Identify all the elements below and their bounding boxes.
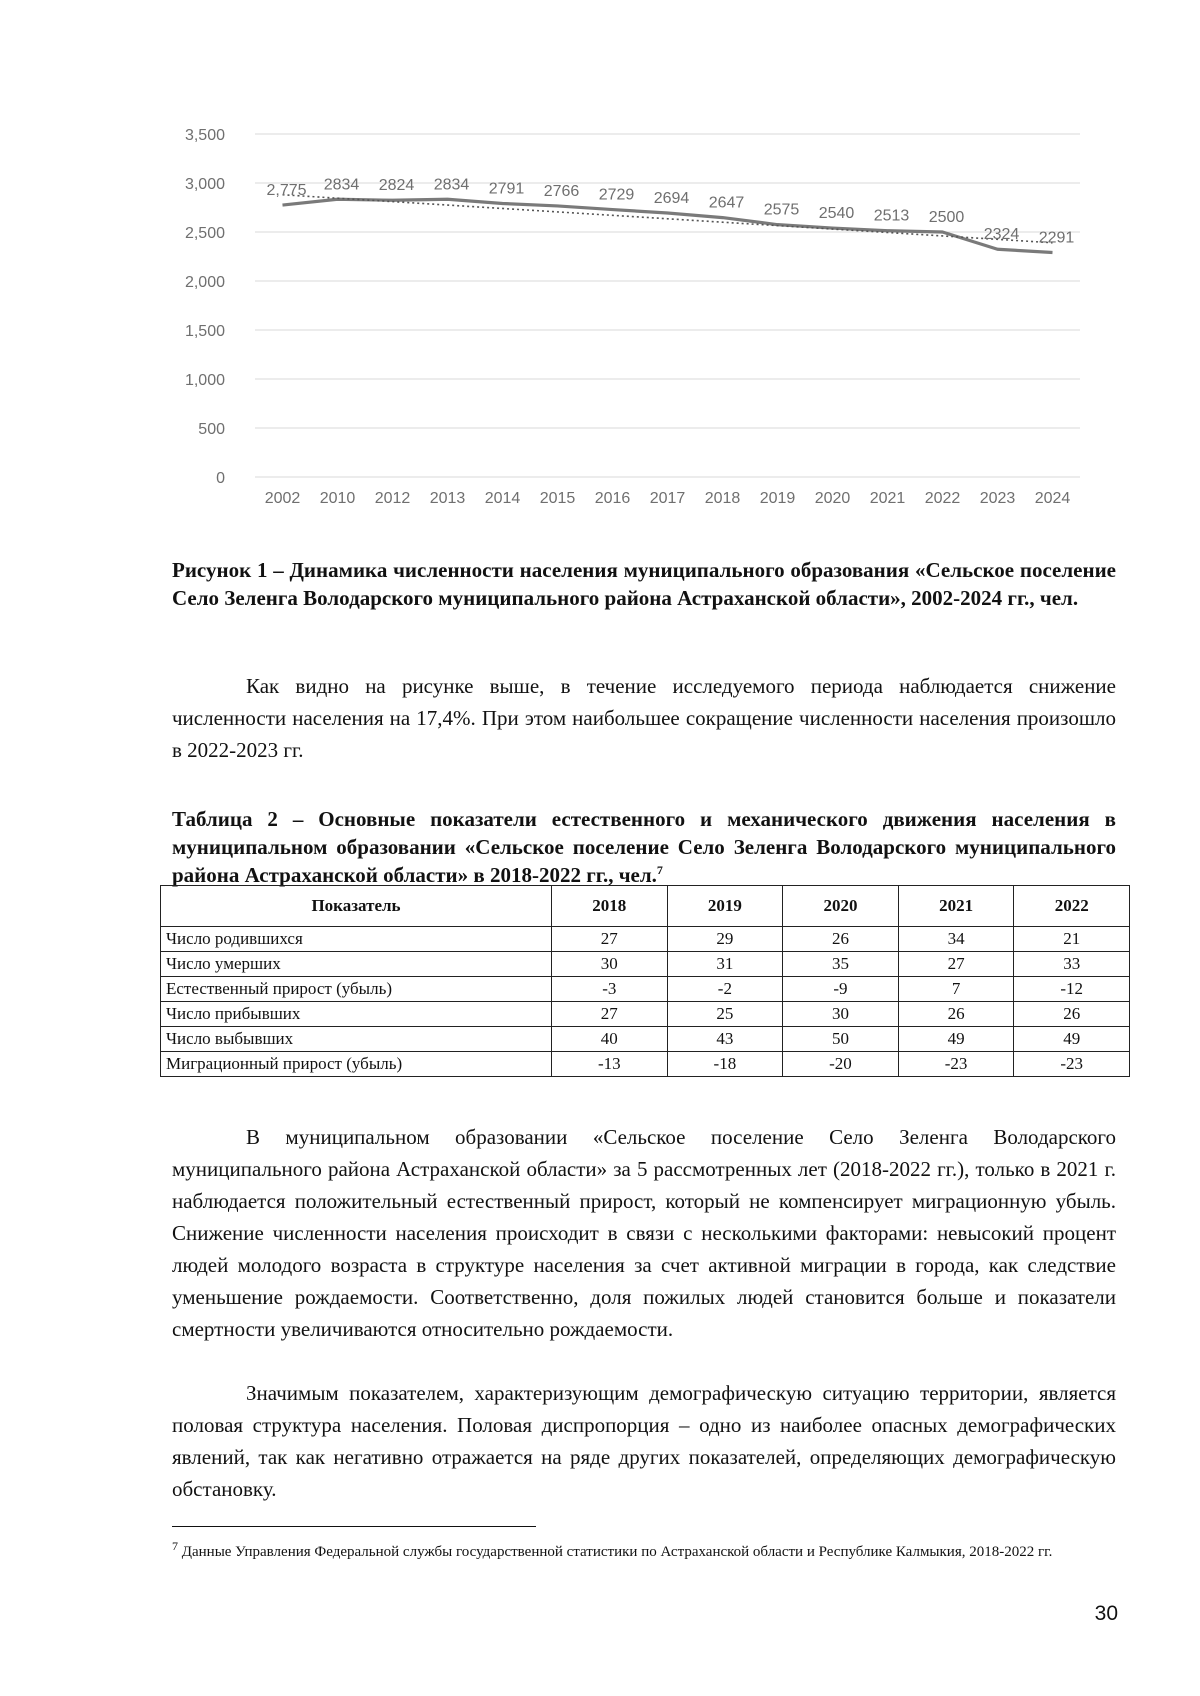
cell: 26 (783, 927, 899, 952)
data-label: 2791 (488, 180, 525, 198)
row-label: Число прибывших (161, 1002, 552, 1027)
cell: 26 (1014, 1002, 1130, 1027)
footnote-number: 7 (172, 1539, 178, 1553)
demographics-table (160, 885, 1130, 1077)
row-label: Число родившихся (161, 927, 552, 952)
x-tick-label: 2012 (374, 490, 411, 507)
header-2020: 2020 (783, 886, 899, 927)
y-tick-label: 1,500 (184, 323, 225, 340)
table-caption (172, 805, 1116, 889)
y-tick-label: 2,000 (184, 274, 225, 291)
cell: -18 (667, 1052, 783, 1077)
cell: 27 (898, 952, 1014, 977)
data-label: 2694 (653, 189, 690, 207)
cell: 34 (898, 927, 1014, 952)
data-label: 2834 (433, 176, 470, 194)
row-label: Число умерших (161, 952, 552, 977)
paragraph-1: Как видно на рисунке выше, в течение исследуемого периода наблюдается снижение численности населения на 17,4%. При этом наибольшее сокращение численности населения произошло в 2022-2023 гг. (172, 674, 1116, 762)
footnote-divider (172, 1526, 536, 1527)
cell: 49 (898, 1027, 1014, 1052)
footnote (172, 1541, 1116, 1564)
header-indicator: Показатель (161, 886, 552, 927)
table-row (161, 1052, 1130, 1077)
data-label: 2540 (818, 205, 855, 223)
x-tick-label: 2014 (484, 490, 521, 507)
x-tick-label: 2013 (429, 490, 466, 507)
table-row (161, 927, 1130, 952)
data-label: 2291 (1038, 229, 1075, 247)
data-label: 2575 (763, 201, 800, 219)
y-tick-label: 500 (198, 421, 225, 438)
cell: 7 (898, 977, 1014, 1002)
x-tick-label: 2015 (539, 490, 576, 507)
row-label: Естественный прирост (убыль) (161, 977, 552, 1002)
x-tick-label: 2002 (264, 490, 301, 507)
cell: 35 (783, 952, 899, 977)
cell: -13 (552, 1052, 668, 1077)
y-tick-label: 1,000 (184, 372, 225, 389)
cell: 40 (552, 1027, 668, 1052)
y-tick-label: 0 (216, 470, 225, 487)
header-2021: 2021 (898, 886, 1014, 927)
cell: 26 (898, 1002, 1014, 1027)
paragraph-3: Значимым показателем, характеризующим демографическую ситуацию территории, является половая структура населения. Половая диспропорция – одно из наиболее опасных демографических явлений, так как негативно отражается на ряде других показателей, определяющих демографическую обстановку. (172, 1381, 1116, 1501)
y-tick-label: 2,500 (184, 225, 225, 242)
cell: 25 (667, 1002, 783, 1027)
x-tick-label: 2018 (704, 490, 741, 507)
population-line-chart (170, 110, 1100, 550)
data-label: 2,775 (266, 182, 307, 200)
header-2018: 2018 (552, 886, 668, 927)
y-tick-label: 3,000 (184, 176, 225, 193)
data-label: 2513 (873, 207, 910, 225)
data-label: 2324 (983, 226, 1020, 244)
page-number: 30 (1094, 1602, 1118, 1625)
cell: -3 (552, 977, 668, 1002)
cell: 21 (1014, 927, 1130, 952)
x-tick-label: 2021 (869, 490, 906, 507)
x-tick-label: 2024 (1034, 490, 1071, 507)
cell: 43 (667, 1027, 783, 1052)
data-label: 2824 (378, 177, 415, 195)
cell: 50 (783, 1027, 899, 1052)
table-caption-text: Таблица 2 – Основные показатели естественного и механического движения населения в муниципальном образовании «Сельское поселение Село Зеленга Володарского муниципального района Астраханской области» в 2018-2022 гг., чел. (172, 807, 1116, 887)
cell: 29 (667, 927, 783, 952)
cell: -9 (783, 977, 899, 1002)
cell: -12 (1014, 977, 1130, 1002)
row-label: Миграционный прирост (убыль) (161, 1052, 552, 1077)
x-tick-label: 2023 (979, 490, 1016, 507)
x-tick-label: 2020 (814, 490, 851, 507)
data-label: 2729 (598, 186, 635, 204)
header-2022: 2022 (1014, 886, 1130, 927)
table-caption-footnote-ref: 7 (656, 863, 663, 877)
footnote-text: Данные Управления Федеральной службы государственной статистики по Астраханской области и Республике Калмыкия, 2018-2022 гг. (181, 1544, 1053, 1560)
cell: 30 (783, 1002, 899, 1027)
cell: -2 (667, 977, 783, 1002)
data-label: 2647 (708, 194, 745, 212)
figure-caption: Рисунок 1 – Динамика численности населения муниципального образования «Сельское поселение Село Зеленга Володарского муниципального района Астраханской области», 2002-2024 гг., чел. (172, 558, 1116, 610)
cell: 31 (667, 952, 783, 977)
y-tick-label: 3,500 (184, 127, 225, 144)
cell: 30 (552, 952, 668, 977)
cell: 27 (552, 927, 668, 952)
x-tick-label: 2022 (924, 490, 961, 507)
cell: -23 (1014, 1052, 1130, 1077)
cell: -20 (783, 1052, 899, 1077)
x-tick-label: 2017 (649, 490, 686, 507)
table-row (161, 1002, 1130, 1027)
table-row (161, 952, 1130, 977)
data-label: 2500 (928, 209, 965, 226)
x-tick-label: 2019 (759, 490, 796, 507)
cell: 49 (1014, 1027, 1130, 1052)
data-label: 2766 (543, 182, 580, 200)
cell: 33 (1014, 952, 1130, 977)
cell: -23 (898, 1052, 1014, 1077)
x-tick-label: 2016 (594, 490, 631, 507)
paragraph-2: В муниципальном образовании «Сельское поселение Село Зеленга Володарского муниципального района Астраханской области» за 5 рассмотренных лет (2018-2022 гг.), только в 2021 г. наблюдается положительный естественный прирост, который не компенсирует миграционную убыль. Снижение численности населения происходит в связи с несколькими факторами: невысокий процент людей молодого возраста в структуре населения за счет активной миграции в города, как следствие уменьшение рождаемости. Соответственно, доля пожилых людей становится больше и показатели смертности увеличиваются относительно рождаемости. (172, 1125, 1116, 1341)
table-row (161, 1027, 1130, 1052)
row-label: Число выбывших (161, 1027, 552, 1052)
x-tick-label: 2010 (319, 490, 356, 507)
cell: 27 (552, 1002, 668, 1027)
table-row (161, 977, 1130, 1002)
table-header-row (161, 886, 1130, 927)
header-2019: 2019 (667, 886, 783, 927)
data-label: 2834 (323, 176, 360, 194)
